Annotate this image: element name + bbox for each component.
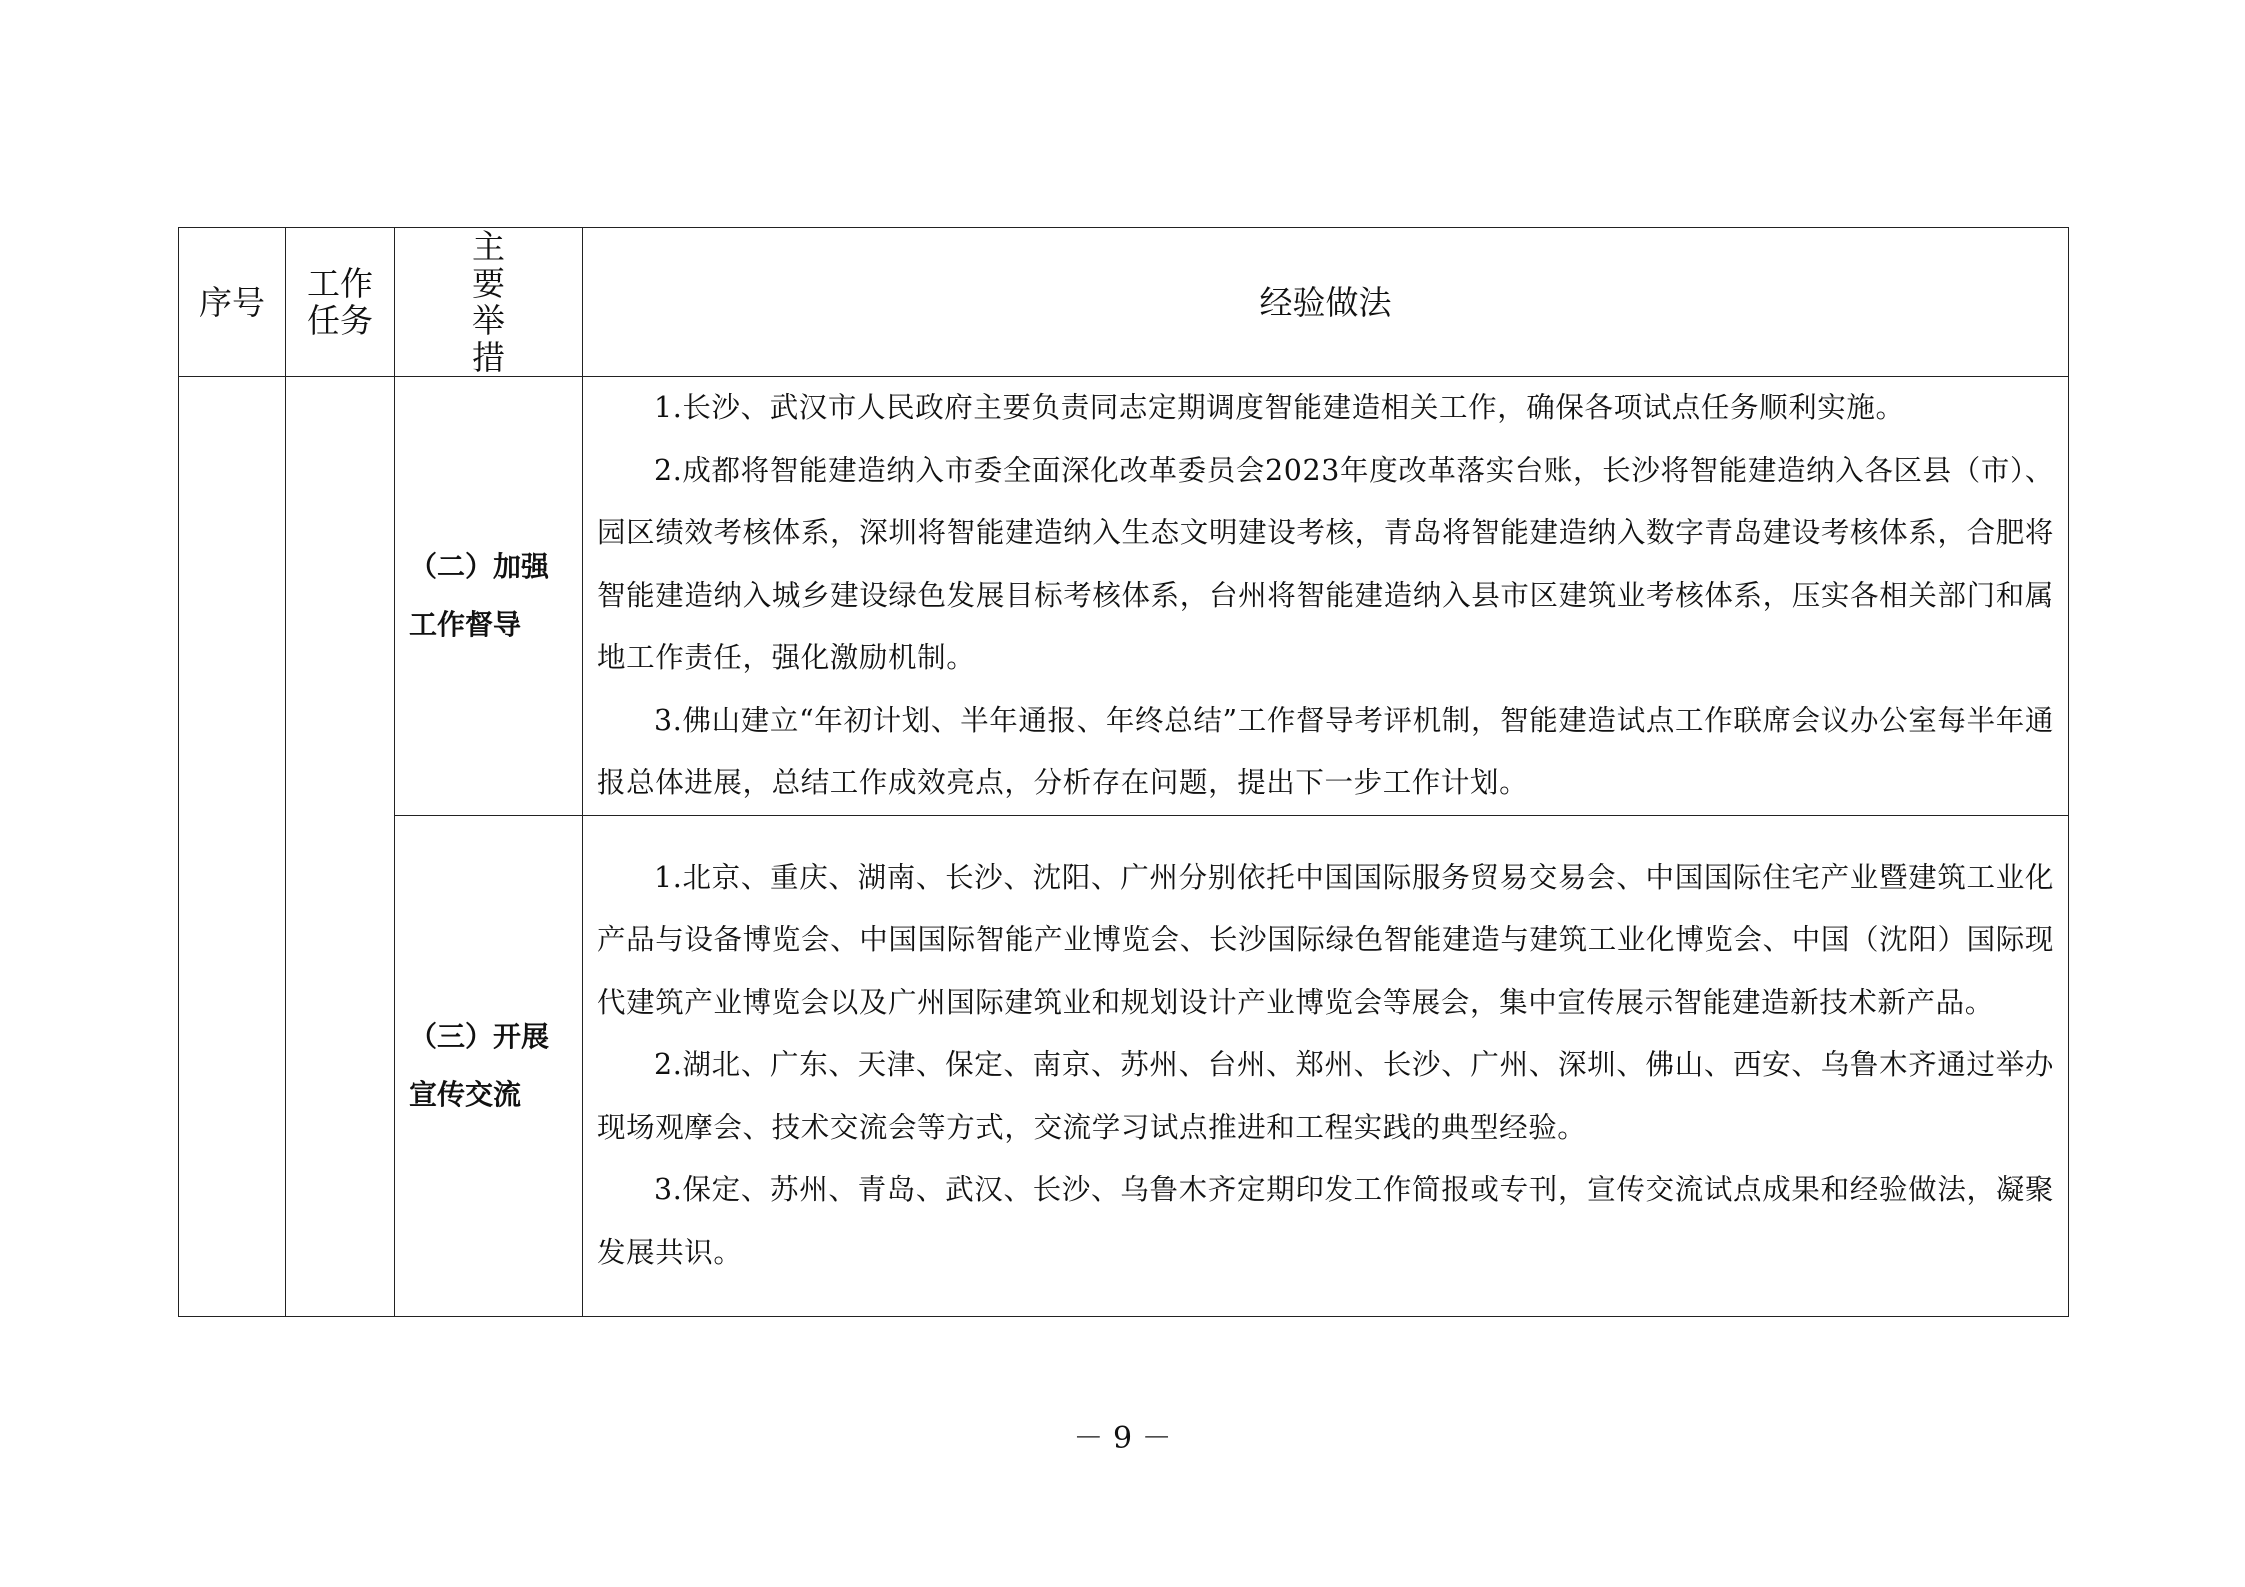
header-serial: 序号 (179, 228, 286, 377)
practice-paragraph: 2.湖北、广东、天津、保定、南京、苏州、台州、郑州、长沙、广州、深圳、佛山、西安、乌鲁木齐通过举办现场观摩会、技术交流会等方式，交流学习试点推进和工程实践的典型经验。 (597, 1048, 2054, 1144)
header-practice: 经验做法 (583, 228, 2069, 377)
table-row (179, 815, 2069, 1316)
experience-table (178, 227, 2069, 1317)
task-cell (286, 377, 395, 1317)
header-task: 工作任务 (286, 228, 395, 377)
practice-paragraph: 1.长沙、武汉市人民政府主要负责同志定期调度智能建造相关工作，确保各项试点任务顺利实施。 (654, 391, 1905, 424)
page-number: － 9 － (1073, 1421, 1172, 1456)
practice-cell (583, 815, 2069, 1316)
header-measure: 主要举措 (395, 228, 583, 377)
practice-cell (583, 377, 2069, 816)
practice-paragraph: 1.北京、重庆、湖南、长沙、沈阳、广州分别依托中国国际服务贸易交易会、中国国际住宅产业暨建筑工业化产品与设备博览会、中国国际智能产业博览会、长沙国际绿色智能建造与建筑工业化博览会、中国（沈阳）国际现代建筑产业博览会以及广州国际建筑业和规划设计产业博览会等展会，集中宣传展示智能建造新技术新产品。 (597, 860, 2054, 1019)
measure-cell: （二）加强工作督导 (395, 377, 583, 816)
serial-cell (179, 377, 286, 1317)
practice-paragraph: 3.佛山建立“年初计划、半年通报、年终总结”工作督导考评机制，智能建造试点工作联席会议办公室每半年通报总体进展，总结工作成效亮点，分析存在问题，提出下一步工作计划。 (597, 703, 2054, 799)
practice-paragraph: 3.保定、苏州、青岛、武汉、长沙、乌鲁木齐定期印发工作简报或专刊，宣传交流试点成果和经验做法，凝聚发展共识。 (597, 1173, 2054, 1269)
practice-paragraph: 2.成都将智能建造纳入市委全面深化改革委员会2023年度改革落实台账，长沙将智能建造纳入各区县（市）、园区绩效考核体系，深圳将智能建造纳入生态文明建设考核，青岛将智能建造纳入数字青岛建设考核体系，合肥将智能建造纳入城乡建设绿色发展目标考核体系，台州将智能建造纳入县市区建筑业考核体系，压实各相关部门和属地工作责任，强化激励机制。 (597, 453, 2054, 674)
table-header-row (179, 228, 2069, 377)
measure-cell: （三）开展宣传交流 (395, 815, 583, 1316)
table-row (179, 377, 2069, 816)
